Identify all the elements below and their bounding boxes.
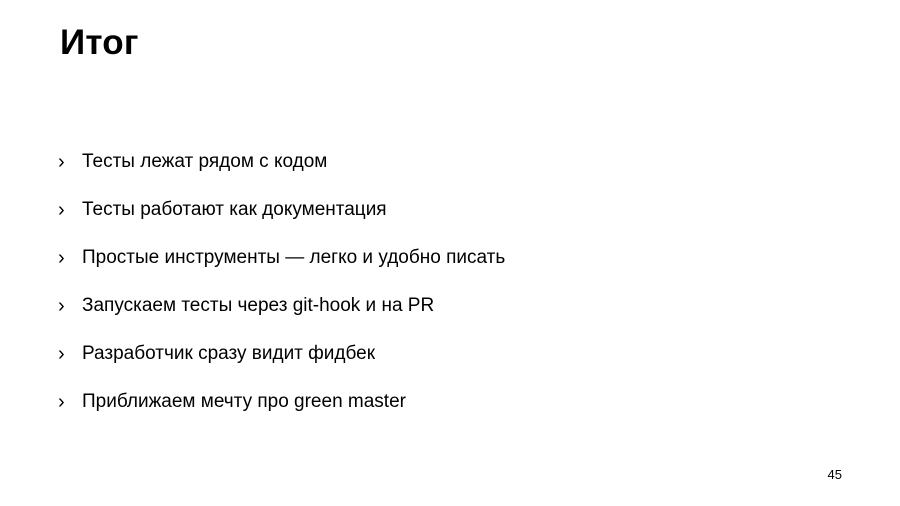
slide-title: Итог [60,23,139,62]
list-item [58,282,505,330]
list-item-text: Разработчик сразу видит фидбек [82,343,376,365]
chevron-bullet-icon: › [58,342,65,365]
chevron-bullet-icon: › [58,390,65,413]
list-item [58,186,505,234]
list-item-text: Простые инструменты — легко и удобно писать [82,247,506,269]
list-item [58,378,505,426]
bullet-list [58,138,505,426]
chevron-bullet-icon: › [58,246,65,269]
list-item-text: Тесты лежат рядом с кодом [82,151,328,173]
page-number: 45 [827,467,842,482]
list-item-text: Запускаем тесты через git-hook и на PR [82,295,435,317]
chevron-bullet-icon: › [58,198,65,221]
list-item [58,234,505,282]
chevron-bullet-icon: › [58,150,65,173]
chevron-bullet-icon: › [58,294,65,317]
list-item-text: Приближаем мечту про green master [82,391,406,413]
list-item [58,330,505,378]
list-item-text: Тесты работают как документация [82,199,387,221]
list-item [58,138,505,186]
